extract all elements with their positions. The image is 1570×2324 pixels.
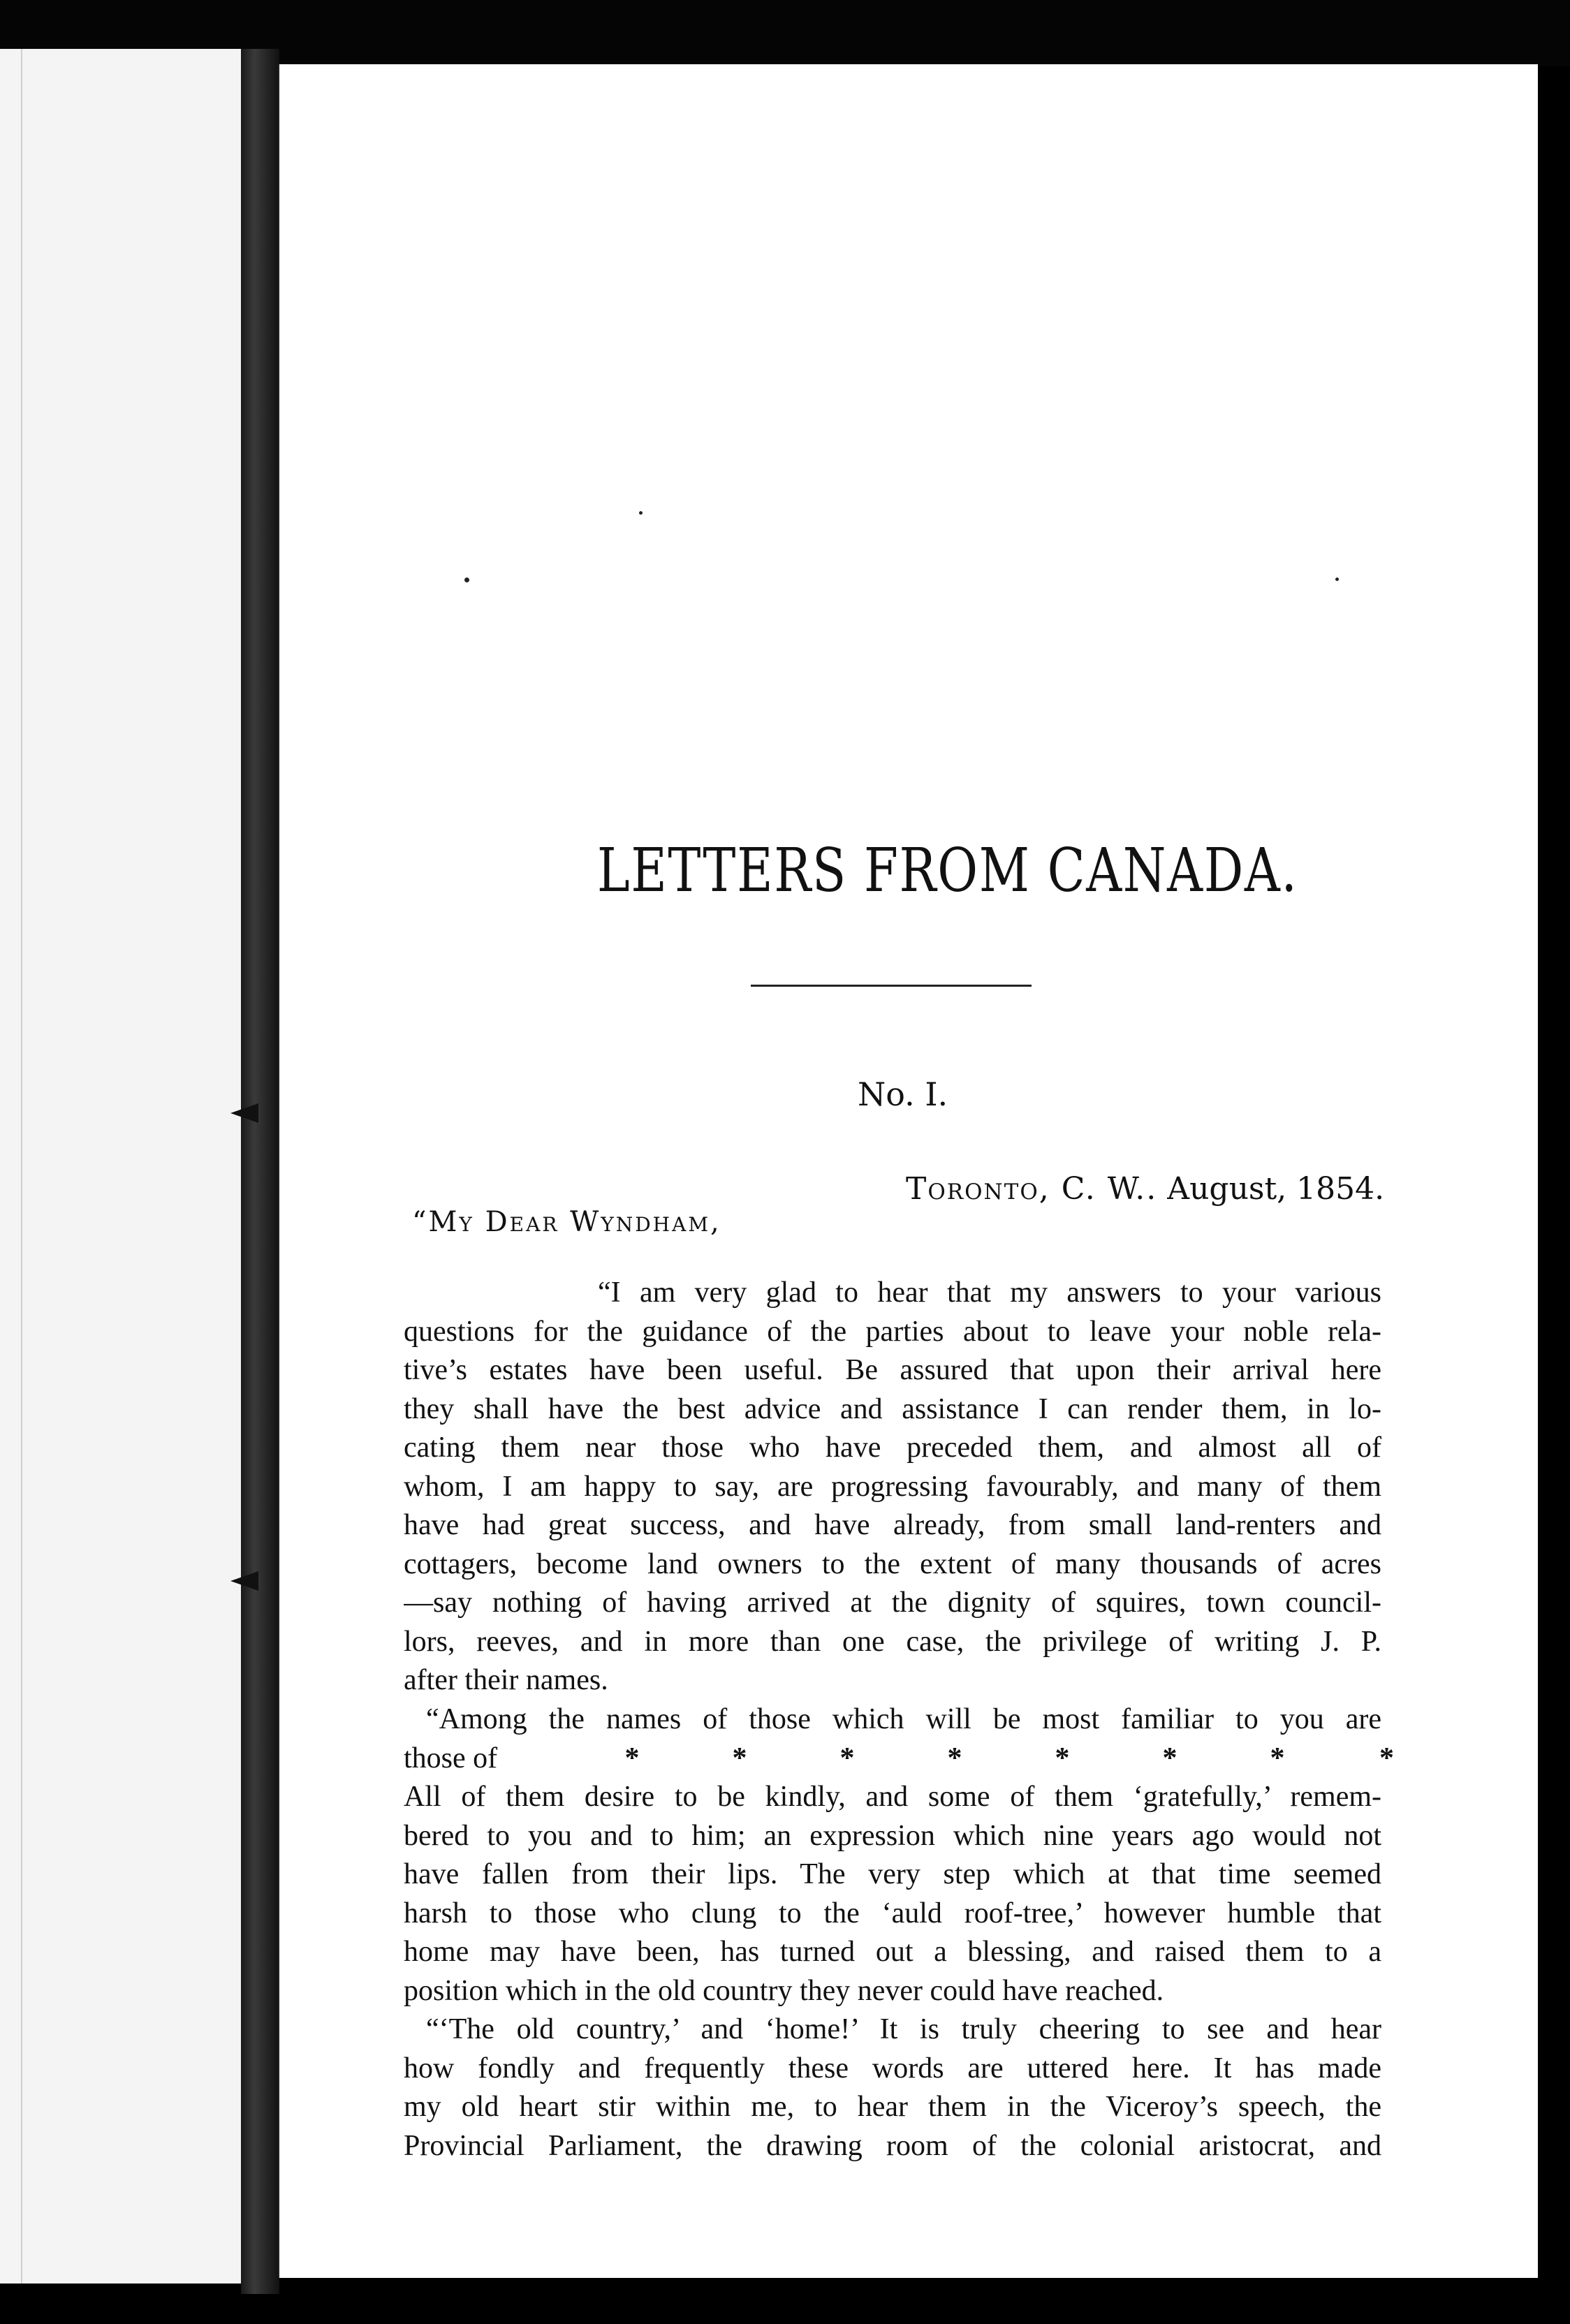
text-line: home may have been, has turned out a blessing, and raised them to a: [404, 1936, 1381, 1968]
facing-page-edge: [0, 49, 250, 2283]
page-title: LETTERS FROM CANADA.: [596, 836, 1298, 906]
facing-page-line: [21, 49, 22, 2283]
dateline-date: August, 1854.: [1167, 1171, 1385, 1207]
omission-star: *: [839, 1742, 855, 1774]
ink-speck: [639, 511, 643, 515]
dateline-place: Toronto, C. W..: [906, 1171, 1158, 1207]
omission-line: [404, 1740, 1394, 1779]
dateline: [906, 1171, 1384, 1207]
paragraph-1: [404, 1274, 1381, 1700]
text-line: have had great success, and have already, from small land-renters and: [404, 1509, 1381, 1541]
text-line: Provincial Parliament, the drawing room of the colonial aristocrat, and: [404, 2129, 1381, 2162]
paragraph-2: [404, 1700, 1394, 2010]
omission-star: *: [732, 1742, 747, 1774]
text-line: tive’s estates have been useful. Be assured that upon their arrival here: [404, 1354, 1381, 1386]
paragraph-3: [404, 2010, 1381, 2165]
text-line: lors, reeves, and in more than one case, the privilege of writing J. P.: [404, 1625, 1381, 1658]
text-line: after their names.: [404, 1664, 608, 1696]
text-line: how fondly and frequently these words are uttered here. It has made: [404, 2052, 1381, 2084]
text-line: my old heart stir within me, to hear them in the Viceroy’s speech, the: [404, 2091, 1381, 2123]
text-line: —say nothing of having arrived at the dignity of squires, town council-: [404, 1587, 1381, 1619]
omission-star: *: [1379, 1742, 1394, 1774]
text-line: cottagers, become land owners to the extent of many thousands of acres: [404, 1547, 1381, 1580]
omission-star: *: [1055, 1742, 1070, 1774]
book-binding: [241, 49, 279, 2294]
text-line: whom, I am happy to say, are progressing favourably, and many of them: [404, 1470, 1381, 1503]
text-line: cating them near those who have preceded them, and almost all of: [404, 1432, 1381, 1464]
text-line: position which in the old country they never could have reached.: [404, 1974, 1164, 2007]
salutation: “My Dear Wyndham,: [412, 1206, 721, 1238]
omission-star: *: [1162, 1742, 1178, 1774]
text-line: have fallen from their lips. The very step which at that time seemed: [404, 1858, 1381, 1890]
ink-speck: [1335, 578, 1339, 581]
letter-number: No. I.: [858, 1075, 948, 1113]
ink-speck: [464, 578, 469, 582]
book-page: [278, 64, 1538, 2278]
title-rule: [751, 985, 1032, 987]
text-line: All of them desire to be kindly, and some of them ‘gratefully,’ remem-: [404, 1781, 1381, 1813]
text-line: harsh to those who clung to the ‘auld roof-tree,’ however humble that: [404, 1897, 1381, 1929]
text-line: “Among the names of those which will be most familiar to you are: [426, 1703, 1381, 1735]
omission-label: those of: [404, 1742, 498, 1774]
omission-star: *: [624, 1742, 640, 1774]
text-line: questions for the guidance of the parties about to leave your noble rela-: [404, 1315, 1381, 1348]
text-line: “‘The old country,’ and ‘home!’ It is truly cheering to see and hear: [426, 2013, 1381, 2045]
omission-star: *: [947, 1742, 962, 1774]
text-line: bered to you and to him; an expression which nine years ago would not: [404, 1819, 1381, 1852]
text-line: they shall have the best advice and assistance I can render them, in lo-: [404, 1392, 1381, 1425]
text-line: “I am very glad to hear that my answers to your various: [598, 1277, 1381, 1309]
omission-star: *: [1270, 1742, 1285, 1774]
